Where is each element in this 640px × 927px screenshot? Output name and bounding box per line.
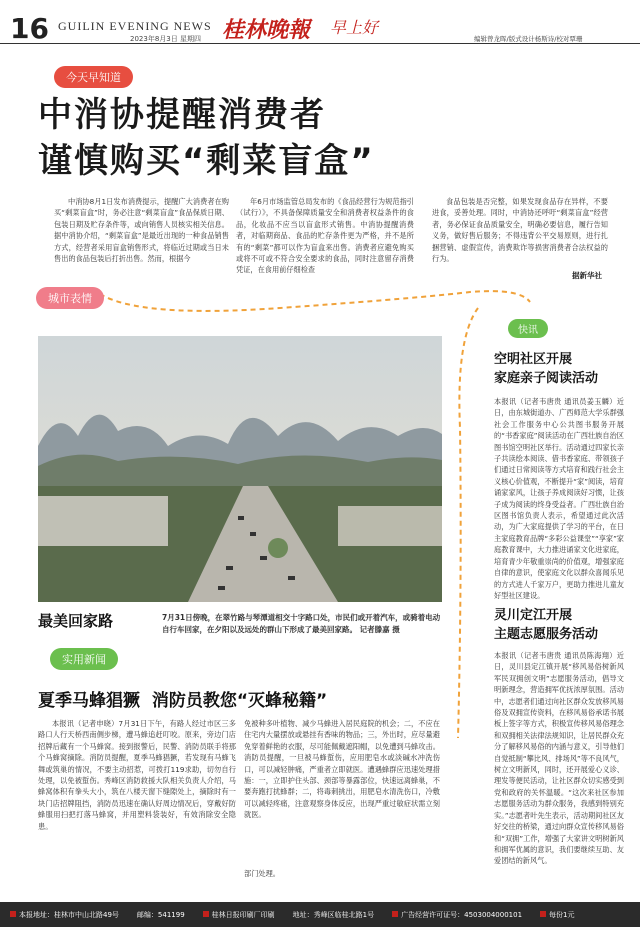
editor-credits: 编辑曾龙晖/版式设计杨斯诗/校对覃珊	[474, 35, 583, 43]
footer-printer-address: 地址：秀峰区临桂北路1号	[292, 910, 375, 919]
footer-postcode: 邮编：541199	[136, 910, 185, 919]
section-tag-city: 城市表情	[36, 287, 104, 309]
footer-bullet-icon	[10, 911, 16, 917]
top-story-col-2: 年6月市场监管总局发布的《食品经营行为规范指引（试行）》，不具备保障质量安全和消费者权益条件的食品，化妆品不应当以盲盒形式销售。中消协提醒消费者，对临期商品、食品的贮存条件更为严格，并不是所有的“剩菜”都可以作为盲盒来出售。消费者应避免购买或将不可或不符合安全要求的食品，同时注意留存消费凭证，在食用前仔细检查	[236, 197, 414, 275]
footer-address: 本报地址：桂林市中山北路49号	[10, 910, 119, 920]
top-story-byline: 据新华社	[572, 271, 602, 280]
footer-price: 每份1元	[540, 910, 574, 920]
city-photo-scene	[38, 336, 442, 602]
top-story-col-1: 中消协8月1日发布消费提示，提醒广大消费者在购买“剩菜盲盒”时，务必注意“剩菜盲盒”食品保质日期、包装日期及贮存条件等，或向销售人员核实相关信息。据中消协介绍，“剩菜盲盒”是最近出现的一种食品销售方式，经营者采用盲盒销售形式，将临近过期或当日未售出的食品包装后打折出售。然而，根据今	[54, 197, 229, 264]
footer-bullet-icon	[540, 911, 546, 917]
newspaper-logo: 桂林晚報	[222, 17, 311, 43]
section-tag-today: 今天早知道	[54, 66, 133, 88]
footer-license: 广告经营许可证号：4503004000101	[392, 910, 522, 920]
top-headline	[38, 92, 558, 184]
practical-col-2: 免被种多叶植物、减少马蜂进入居民庭院的机会；二，不应在住宅内大量摆放或悬挂有香味的物品；三，外出时，应尽量避免穿着鲜艳的衣服，尽可能佩戴遮阳帽，以免遭到马蜂攻击。消防员提醒，一旦被马蜂蜇伤，应用肥皂水或淡碱水冲洗伤口，可以减轻肿痛，严重者立即就医。遭遇蜂群应迅速处理措施：一，立即护住头部、颈部等暴露部位，快速远离蜂巢，不要奔跑打扰蜂群；二，将毒刺挑出，用肥皂水清洗伤口，冷敷可以减轻疼痛，注意观察身体反应，出现严重过敏症状需立刻就医。	[244, 719, 440, 820]
english-title: GUILIN EVENING NEWS	[58, 19, 212, 33]
city-photo	[38, 336, 442, 602]
section-tag-practical: 实用新闻	[50, 648, 118, 670]
express-story-1-title: 空明社区开展 家庭亲子阅读活动	[494, 352, 599, 386]
city-photo-caption: 7月31日傍晚，在翠竹路与琴潭道相交十字路口处，市民们或开着汽车，或骑着电动自行车回家，在夕阳以及远处的群山下形成了最美回家路。 记者滕嘉 摄	[162, 613, 441, 634]
express-story-2-title: 灵川定江开展 主题志愿服务活动	[494, 608, 599, 642]
footer-bar	[0, 902, 640, 927]
section-logo: 早上好	[330, 18, 379, 37]
footer-printer: 桂林日报印刷厂印刷	[203, 910, 275, 920]
express-story-1-body: 本报讯（记者韦唐贵 通讯员姜玉麟）近日，由东城街道办、广西师范大学乐群强社会工作服务中心公共图书服务开展的“书香家庭”阅读活动在广西壮族自治区图书馆空明社区举行。活动通过四家长亲子共读绘本阅读、借书香家庭、带领孩子们通过日常阅读等方式培育和践行社会主义核心价值观，不断提升“家”阅读，培育诵家家风，让孩子养成阅读好习惯，让孩子成为阅读的终身受益者。广西壮族自治区图书馆负责人表示，希望通过此次活动，为广大家庭提供了学习的平台，在日主家庭教育品牌“多彩公益课堂”“享家”家庭教育课中，大力推进诵家文化进家庭，培育青少年敬重崇尚的价值观，增强家庭自律的意识，使家庭文化以群众喜闻乐见的方式进人千家万户，更助力推进儿童友好型社区建设。	[494, 397, 624, 600]
dashed-path-top	[100, 291, 530, 311]
dashed-path-side	[458, 308, 478, 738]
page-number: 16	[10, 12, 49, 45]
masthead	[0, 0, 640, 44]
practical-col-1: 本报讯（记者申晓）7月31日下午，有路人经过市区三多路口人行天桥西南侧步梯，遭马蜂追赶叮咬。原来，旁边门店招牌后藏有一个马蜂窝。接到报警后，民警、消防员联手将那个马蜂窝摘除。消防员提醒，夏季马蜂猖獗，若发现有马蜂飞舞或筑巢的情况，不要主动招惹，可拨打119求助，切勿自行处理，以免被蜇伤。秀峰区消防救援大队相关负责人介绍，马蜂窝体积有拳头大小，筑在八楼天窗下缝隙处上，摘除时有一块门店招牌阻挡，消防员迅速在确认好周边情况后，穿戴好防蜂服用扫把打落马蜂窝，并用塑料袋装好，有效消除安全隐患。	[38, 719, 236, 831]
express-story-2-body: 本报讯（记者韦唐贵 通讯员陈海翔）近日，灵川县定江镇开展“移风易俗树新风 军民双拥创文明”志愿服务活动，倡导文明新理念，营造拥军优抚浓厚氛围。活动中，志愿者们通过向社区群众发放移风易俗及双拥宣传资料，在移风易俗承诺书展板上签字等方式，积极宣传移风易俗理念和双拥相关法律法规知识，让居民群众充分了解移风易俗的内涵与意义，引导他们自觉抵制“攀比风、排场风”等不良风气，树立文明新风，同时，还开展爱心义诊、理发等便民活动，让社区群众切实感受到党和政府的关怀温暖。“这次来社区参加志愿服务活动为群众服务，我感到特别充实。”志愿者叶先生表示，活动期间社区友好交往的桥梁，通过向群众宣传移风易俗和“双拥”工作，增强了大家讲文明树新风和拥军优属的意识，我们要继续互助、友爱团结的新风气。	[494, 651, 624, 866]
footer-bullet-icon	[392, 911, 398, 917]
footer-bullet-icon	[203, 911, 209, 917]
headline-line-1: 中消协提醒消费者	[38, 95, 326, 135]
city-photo-title: 最美回家路	[38, 612, 114, 630]
top-story-col-3: 食品包装是否完整，如果发现食品存在异样，不要进食，妥善处理。同时，中消协还呼吁“剩菜盲盒”经营者，务必保证食品质量安全，明确必要信息，履行告知义务，做好售后服务；不得违背公平交易原则，进行扎捆营销、虚假宣传，消费欺诈等损害消费者合法权益的行为。	[432, 197, 608, 264]
practical-col-3: 部门处理。	[244, 869, 280, 878]
practical-headline: 夏季马蜂猖獗 消防员教您“灭蜂秘籍”	[38, 691, 328, 711]
headline-line-2: 谨慎购买“剩菜盲盒”	[38, 141, 375, 181]
issue-date: 2023年8月3日 星期四	[130, 35, 201, 43]
section-tag-express: 快讯	[508, 318, 548, 338]
